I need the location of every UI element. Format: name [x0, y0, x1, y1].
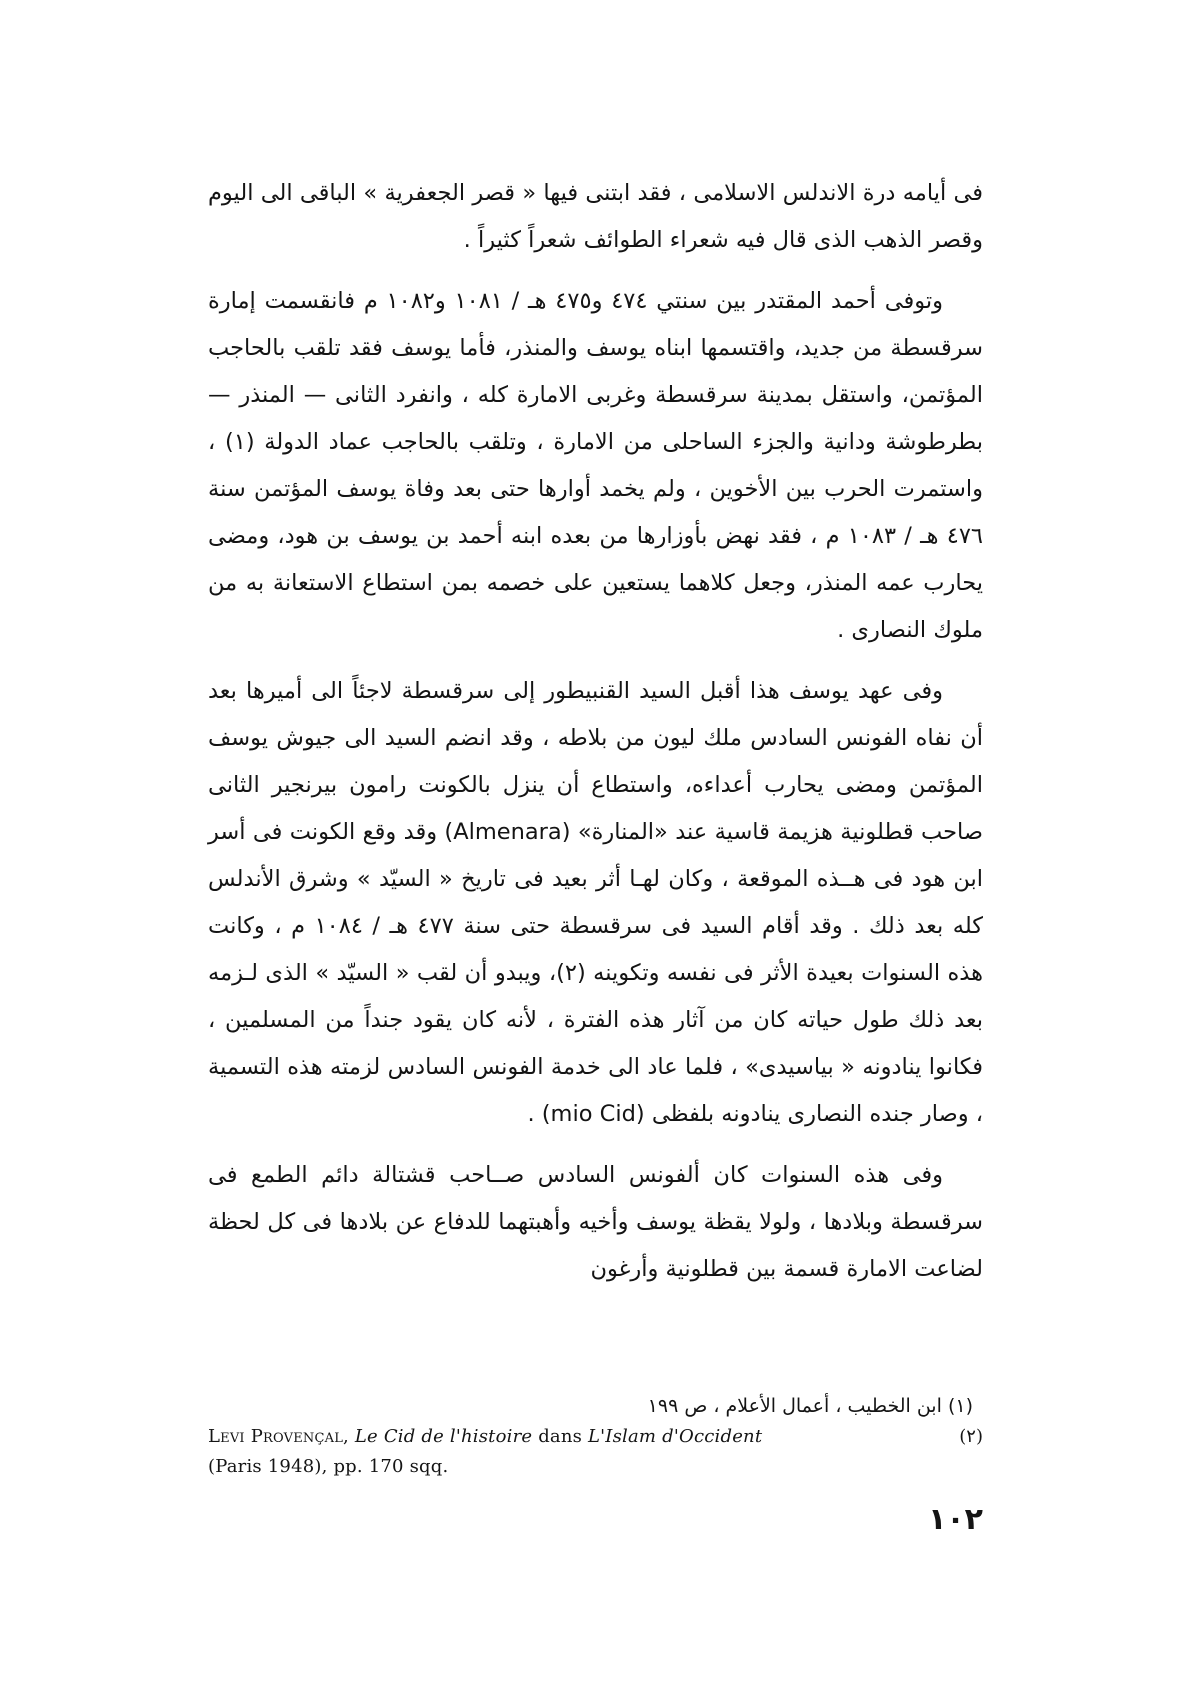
page-number: ١٠٢: [928, 1502, 983, 1537]
footnote-2-marker: (٢): [959, 1426, 983, 1447]
footnote-1-marker: (١): [947, 1395, 973, 1417]
paragraph-4: وفى هذه السنوات كان ألفونس السادس صــاحب قشتالة دائم الطمع فى سرقسطة وبلادها ، ولولا يقظة يوسف وأخيه وأهبتهما للدفاع عن بلادها فى كل لحظة لضاعت الامارة قسمة بين قطلونية وأرغون: [208, 1162, 983, 1282]
footnote-2: [208, 1422, 983, 1482]
footnote-2-publication: (Paris 1948), pp. 170 sqq.: [208, 1456, 449, 1477]
footnote-1-text: ابن الخطيب ، أعمال الأعلام ، ص ١٩٩: [647, 1395, 942, 1417]
main-text: [208, 170, 983, 1293]
footnotes: [208, 1390, 983, 1482]
paragraph-3: وفى عهد يوسف هذا أقبل السيد القنبيطور إلى سرقسطة لاجئاً الى أميرها بعد أن نفاه الفونس السادس ملك ليون من بلاطه ، وقد انضم السيد الى جيوش يوسف المؤتمن ومضى يحارب أعداءه، واستطاع أن ينزل بالكونت رامون بيرنجير الثانى صاحب قطلونية هزيمة قاسية عند «المنارة» (Almenara) وقد وقع الكونت فى أسر ابن هود فى هــذه الموقعة ، وكان لهـا أثر بعيد فى تاريخ « السيّد » وشرق الأندلس كله بعد ذلك . وقد أقام السيد فى سرقسطة حتى سنة ٤٧٧ هـ / ١٠٨٤ م ، وكانت هذه السنوات بعيدة الأثر فى نفسه وتكوينه (٢)، ويبدو أن لقب « السيّد » الذى لـزمه بعد ذلك طول حياته كان من آثار هذه الفترة ، لأنه كان يقود جنداً من المسلمين ، فكانوا ينادونه « بياسيدى» ، فلما عاد الى خدمة الفونس السادس لزمته هذه التسمية ، وصار جنده النصارى ينادونه بلفظى (mio Cid) .: [208, 678, 984, 1127]
footnote-2-title2: L'Islam d'Occident: [588, 1426, 763, 1447]
paragraph-2: وتوفى أحمد المقتدر بين سنتي ٤٧٤ و٤٧٥ هـ / ١٠٨١ و١٠٨٢ م فانقسمت إمارة سرقسطة من جديد، واقتسمها ابناه يوسف والمنذر، فأما يوسف فقد تلقب بالحاجب المؤتمن، واستقل بمدينة سرقسطة وغربى الامارة كله ، وانفرد الثانى — المنذر — بطرطوشة ودانية والجزء الساحلى من الامارة ، وتلقب بالحاجب عماد الدولة (١) ، واستمرت الحرب بين الأخوين ، ولم يخمد أوارها حتى بعد وفاة يوسف المؤتمن سنة ٤٧٦ هـ / ١٠٨٣ م ، فقد نهض بأوزارها من بعده ابنه أحمد بن يوسف بن هود، ومضى يحارب عمه المنذر، وجعل كلاهما يستعين على خصمه بمن استطاع الاستعانة به من ملوك النصارى .: [208, 288, 983, 643]
footnote-1: [208, 1390, 983, 1422]
paragraph-1: فى أيامه درة الاندلس الاسلامى ، فقد ابتنى فيها « قصر الجعفرية » الباقى الى اليوم وقصر الذهب الذى قال فيه شعراء الطوائف شعراً كثيراً .: [208, 180, 983, 253]
footnote-2-mid: dans: [538, 1426, 583, 1447]
footnote-2-title: Le Cid de l'histoire: [354, 1426, 533, 1447]
footnote-2-author: Levi Provençal,: [208, 1426, 349, 1447]
